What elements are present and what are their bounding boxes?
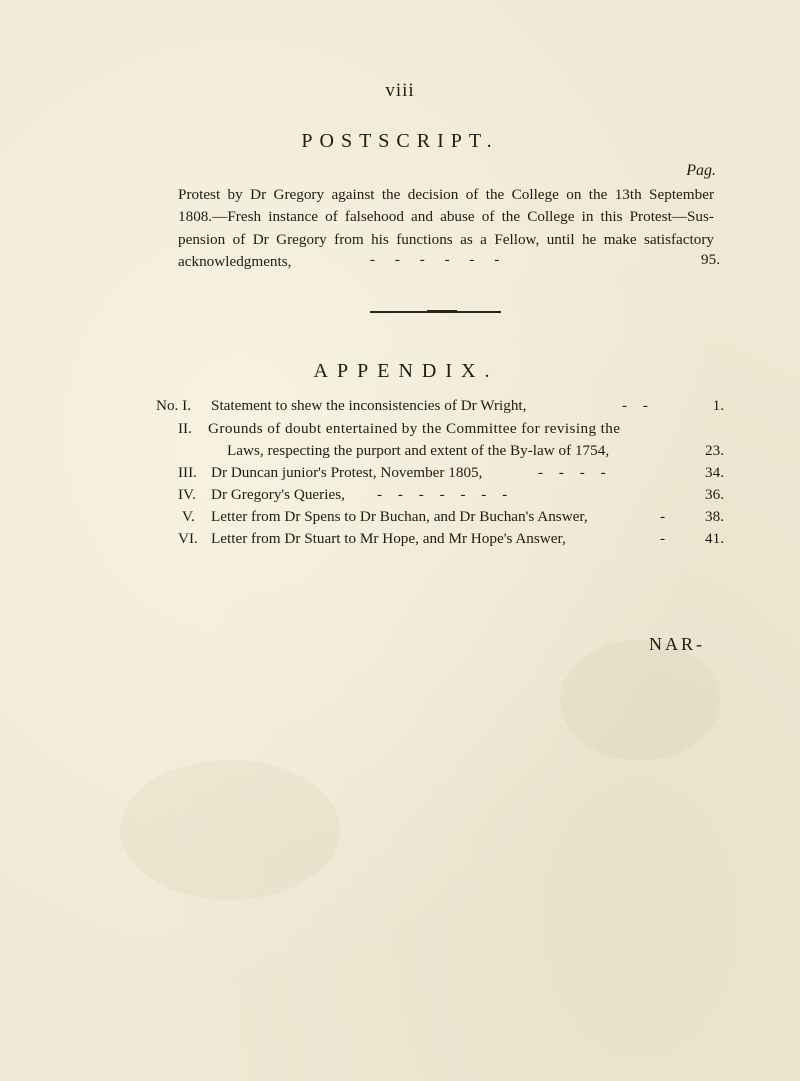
appendix-entry-page: 1.: [712, 397, 724, 414]
appendix-entry-number: IV.: [178, 486, 196, 503]
appendix-entry-number: II.: [178, 420, 192, 437]
appendix-heading: APPENDIX.: [313, 360, 499, 382]
appendix-entry-title: Dr Duncan junior's Protest, November 1805,: [211, 464, 483, 481]
paper-stain: [120, 760, 340, 900]
appendix-entry-leader: -: [660, 530, 666, 547]
page-folio: viii: [385, 80, 415, 101]
postscript-leader: - - - - - -: [370, 251, 508, 268]
postscript-page-number: 95.: [701, 251, 720, 268]
appendix-entry-page: 23.: [705, 442, 724, 459]
appendix-entry-number: No. I.: [156, 397, 192, 414]
appendix-entry-number: III.: [178, 464, 197, 481]
appendix-entry-title: Letter from Dr Spens to Dr Buchan, and Dr Buchan's Answer,: [211, 508, 588, 525]
appendix-entry-title: Statement to shew the inconsistencies of Dr Wright,: [211, 397, 527, 414]
appendix-entry-page: 34.: [705, 464, 724, 481]
catchword: NAR-: [649, 634, 705, 654]
appendix-entry-page: 38.: [705, 508, 724, 525]
appendix-entry-page: 36.: [705, 486, 724, 503]
appendix-entry-title: Dr Gregory's Queries,: [211, 486, 345, 503]
section-divider-swell: [427, 310, 457, 313]
postscript-line: 1808.—Fresh instance of falsehood and abuse of the College in this Protest—Sus-: [178, 208, 714, 226]
paper-stain: [560, 640, 720, 760]
page-column-label: Pag.: [686, 162, 716, 179]
postscript-line: pension of Dr Gregory from his functions as a Fellow, until he make satisfactory: [178, 230, 714, 248]
appendix-entry-title: Grounds of doubt entertained by the Committee for revising the: [208, 420, 621, 437]
postscript-line: acknowledgments,: [178, 252, 292, 270]
appendix-entry-title: Letter from Dr Stuart to Mr Hope, and Mr Hope's Answer,: [211, 530, 566, 547]
appendix-entry-title-continued: Laws, respecting the purport and extent of the By-law of 1754,: [227, 442, 610, 459]
appendix-entry-leader: - - - - - - -: [377, 486, 514, 503]
postscript-heading: POSTSCRIPT.: [301, 130, 499, 152]
appendix-entry-page: 41.: [705, 530, 724, 547]
appendix-entry-leader: -: [660, 508, 666, 525]
appendix-entry-number: VI.: [178, 530, 198, 547]
appendix-entry-number: V.: [182, 508, 195, 525]
appendix-entry-leader: - -: [622, 397, 654, 414]
appendix-entry-leader: - - - -: [538, 464, 612, 481]
postscript-line: Protest by Dr Gregory against the decision of the College on the 13th September: [178, 186, 714, 203]
